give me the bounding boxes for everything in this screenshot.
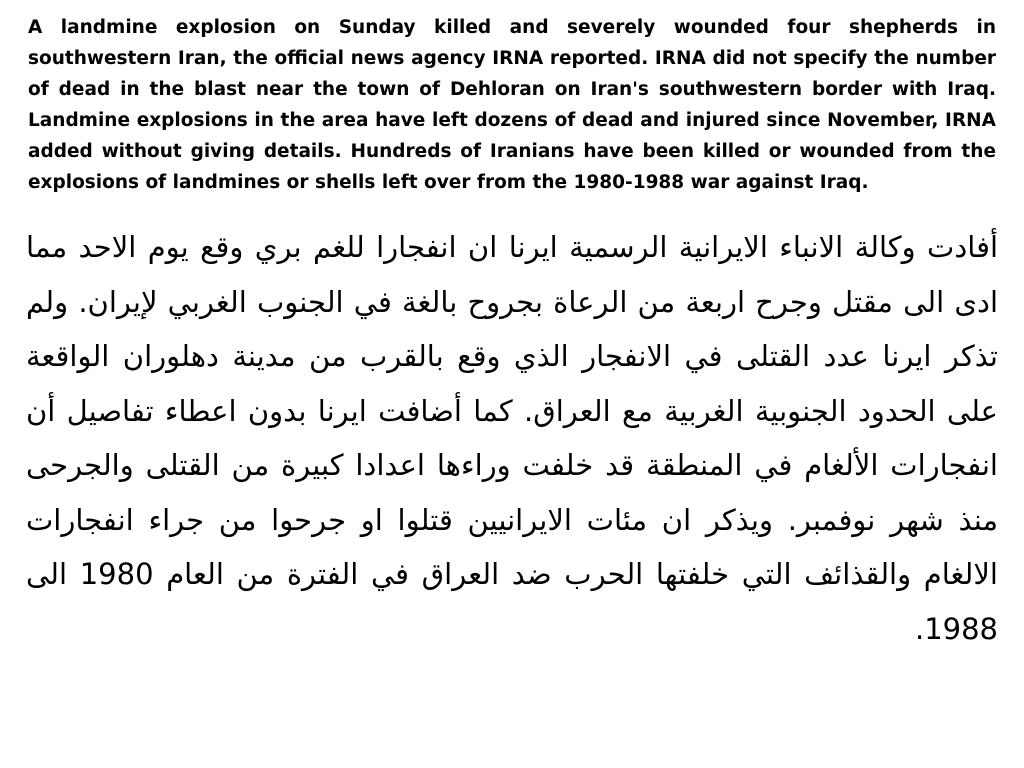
- english-paragraph: A landmine explosion on Sunday killed and severely wounded four shepherds in southwestern Iran, the official news agency IRNA reported. IRNA did not specify the number of dead in the blast near the town of Dehloran on Iran's southwestern border with Iraq. Landmine explosions in the area have left dozens of dead and injured since November, IRNA added without giving details. Hundreds of Iranians have been killed or wounded from the explosions of landmines or shells left over from the 1980-1988 war against Iraq.: [28, 17, 996, 193]
- arabic-paragraph: أفادت وكالة الانباء الايرانية الرسمية ايرنا ان انفجارا للغم بري وقع يوم الاحد مما ادى الى مقتل وجرح اربعة من الرعاة بجروح بالغة في الجنوب الغربي لإيران. ولم تذكر ايرنا عدد القتلى في الانفجار الذي وقع بالقرب من مدينة دهلوران الواقعة على الحدود الجنوبية الغربية مع العراق. كما أضافت ايرنا بدون اعطاء تفاصيل أن انفجارات الألغام في المنطقة قد خلفت وراءها اعدادا كبيرة من القتلى والجرحى منذ شهر نوفمبر. ويذكر ان مئات الايرانيين قتلوا او جرحوا من جراء انفجارات الالغام والقذائف التي خلفتها الحرب ضد العراق في الفترة من العام 1980 الى 1988.: [26, 230, 998, 646]
